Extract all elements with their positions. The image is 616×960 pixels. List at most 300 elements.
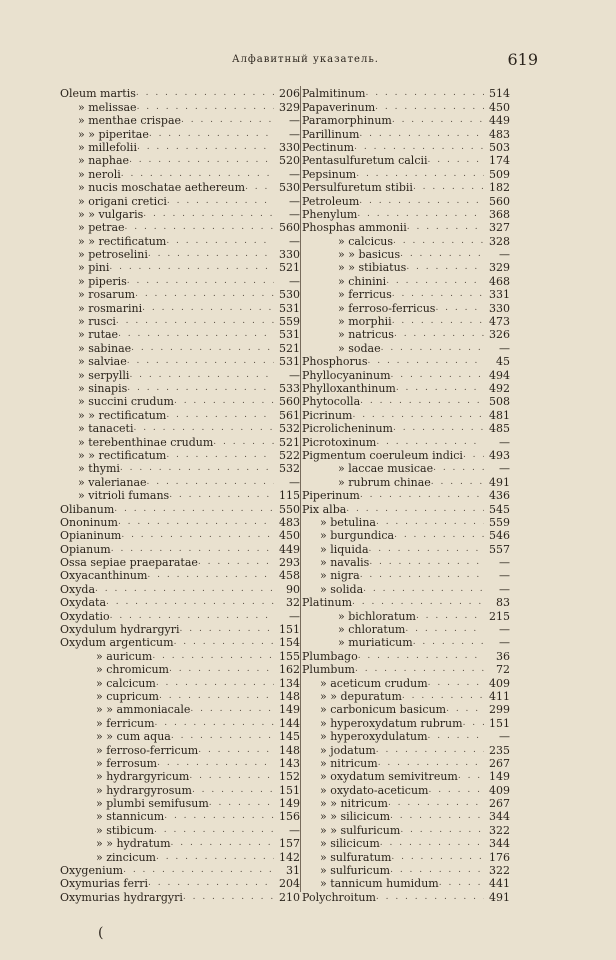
entry-term: » petroselini <box>78 248 148 262</box>
index-entry <box>60 502 300 515</box>
dot-leader <box>376 516 484 529</box>
entry-term: » oxydatum semivitreum <box>320 770 458 784</box>
entry-term: Plumbum <box>302 663 355 677</box>
index-entry <box>60 328 300 341</box>
entry-page: 72 <box>496 663 510 677</box>
index-entry <box>60 194 300 207</box>
dot-leader <box>369 543 484 556</box>
index-entry <box>302 341 510 354</box>
entry-term: Phyllocyaninum <box>302 368 391 382</box>
dot-leader <box>463 449 484 462</box>
entry-page: 533 <box>279 381 300 395</box>
index-entry <box>302 234 510 247</box>
dot-leader <box>121 168 274 181</box>
dot-leader <box>110 610 274 623</box>
dot-leader <box>166 449 274 462</box>
index-entry <box>60 435 300 448</box>
entry-page: 151 <box>279 623 300 637</box>
entry-term: Phenylum <box>302 207 358 221</box>
dot-leader <box>428 677 484 690</box>
dot-leader <box>380 837 484 850</box>
entry-term: Oxydata <box>60 596 107 610</box>
dot-leader <box>148 248 274 261</box>
index-entry <box>60 261 300 274</box>
index-entry <box>302 315 510 328</box>
entry-page: 530 <box>279 181 300 195</box>
dot-leader <box>400 248 484 261</box>
entry-term: » nucis moschatae aethereum <box>78 181 246 195</box>
entry-page: 155 <box>279 649 300 663</box>
entry-term: » oxydato-aceticum <box>320 783 429 797</box>
index-entry <box>302 810 510 823</box>
entry-term: » rosmarini <box>78 301 143 315</box>
dot-leader <box>127 382 274 395</box>
index-entry <box>60 569 300 582</box>
index-entry <box>60 154 300 167</box>
entry-page: 532 <box>279 422 300 436</box>
index-entry <box>60 141 300 154</box>
dot-leader <box>394 328 484 341</box>
entry-term: Pepsinum <box>302 167 357 181</box>
entry-page: 330 <box>489 301 510 315</box>
dot-leader <box>120 462 274 475</box>
index-entry <box>60 408 300 421</box>
dot-leader <box>198 556 274 569</box>
index-entry <box>60 449 300 462</box>
index-entry <box>302 141 510 154</box>
entry-term: » naphae <box>78 154 130 168</box>
entry-term: » hydrargyrosum <box>96 783 192 797</box>
footer-mark: ( <box>98 925 104 941</box>
entry-term: Phosphas ammonii <box>302 221 407 235</box>
index-entry <box>60 341 300 354</box>
entry-term: » carbonicum basicum <box>320 703 447 717</box>
dot-leader <box>428 154 484 167</box>
entry-page: 215 <box>489 609 510 623</box>
dot-leader <box>368 355 485 368</box>
entry-page: 176 <box>489 850 510 864</box>
left-index-column <box>60 87 300 904</box>
dot-leader <box>147 569 274 582</box>
entry-term: » stannicum <box>96 810 165 824</box>
entry-page: 531 <box>279 355 300 369</box>
index-entry <box>302 823 510 836</box>
index-entry <box>302 368 510 381</box>
dot-leader <box>149 128 274 141</box>
entry-term: » » depuratum <box>320 689 402 703</box>
dot-leader <box>396 382 484 395</box>
entry-page: 493 <box>489 448 510 462</box>
dot-leader <box>209 797 274 810</box>
index-entry <box>302 703 510 716</box>
dot-leader <box>352 409 484 422</box>
index-entry <box>302 221 510 234</box>
entry-page: 468 <box>489 274 510 288</box>
index-entry <box>60 100 300 113</box>
index-entry <box>60 623 300 636</box>
dot-leader <box>376 436 484 449</box>
entry-page: 330 <box>279 140 300 154</box>
entry-term: » natricus <box>338 328 394 342</box>
entry-term: Platinum <box>302 596 353 610</box>
entry-page: 491 <box>489 475 510 489</box>
entry-term: » » ammoniacale <box>96 703 191 717</box>
dot-leader <box>116 315 274 328</box>
entry-term: Persulfuretum stibii <box>302 181 413 195</box>
entry-term: Phytocolla <box>302 395 361 409</box>
dot-leader <box>376 891 484 904</box>
dot-leader <box>127 355 274 368</box>
index-entry <box>302 556 510 569</box>
index-entry <box>302 542 510 555</box>
entry-page: 449 <box>279 542 300 556</box>
dot-leader <box>433 462 484 475</box>
entry-page: 481 <box>489 408 510 422</box>
dot-leader <box>446 703 484 716</box>
dot-leader <box>400 824 484 837</box>
entry-term: » » sulfuricum <box>320 823 401 837</box>
entry-term: » sinapis <box>78 381 128 395</box>
entry-page: — <box>289 609 300 623</box>
entry-term: » serpylli <box>78 368 130 382</box>
entry-page: 32 <box>286 596 300 610</box>
dot-leader <box>171 837 274 850</box>
entry-page: 157 <box>279 837 300 851</box>
entry-term: » burgundica <box>320 529 395 543</box>
entry-term: » chloratum <box>338 623 406 637</box>
index-entry <box>60 355 300 368</box>
entry-page: 492 <box>489 381 510 395</box>
index-entry <box>60 167 300 180</box>
index-entry <box>302 127 510 140</box>
index-entry <box>302 877 510 890</box>
entry-term: » rosarum <box>78 288 136 302</box>
dot-leader <box>360 569 484 582</box>
dot-leader <box>391 851 484 864</box>
index-entry <box>302 87 510 100</box>
entry-term: Pentasulfuretum calcii <box>302 154 428 168</box>
dot-leader <box>114 503 274 516</box>
dot-leader <box>391 369 485 382</box>
entry-page: 483 <box>279 515 300 529</box>
entry-page: 494 <box>489 368 510 382</box>
index-entry <box>302 890 510 903</box>
entry-page: 458 <box>279 569 300 583</box>
dot-leader <box>381 342 484 355</box>
dot-leader <box>369 556 484 569</box>
index-entry <box>302 783 510 796</box>
entry-term: » tannicum humidum <box>320 877 439 891</box>
dot-leader <box>152 650 274 663</box>
index-entry <box>60 636 300 649</box>
entry-page: 368 <box>489 207 510 221</box>
dot-leader <box>406 261 484 274</box>
dot-leader <box>407 221 484 234</box>
entry-term: » calcicus <box>338 234 394 248</box>
entry-page: 545 <box>489 502 510 516</box>
entry-term: » » silicicum <box>320 810 391 824</box>
entry-page: 559 <box>489 515 510 529</box>
dot-leader <box>360 489 484 502</box>
entry-term: » ferricum <box>96 716 155 730</box>
index-entry <box>302 676 510 689</box>
entry-term: » ferrosum <box>96 756 158 770</box>
dot-leader <box>118 328 274 341</box>
dot-leader <box>169 663 274 676</box>
dot-leader <box>428 730 484 743</box>
index-entry <box>60 743 300 756</box>
page-header <box>0 50 616 72</box>
entry-term: » calcicum <box>96 676 156 690</box>
entry-term: » sulfuratum <box>320 850 392 864</box>
entry-page: — <box>499 248 510 262</box>
entry-term: » solida <box>320 582 364 596</box>
dot-leader <box>458 770 484 783</box>
entry-term: » neroli <box>78 167 121 181</box>
entry-term: Olibanum <box>60 502 115 516</box>
entry-page: 162 <box>279 663 300 677</box>
entry-page: — <box>499 341 510 355</box>
index-entry <box>302 770 510 783</box>
entry-page: — <box>499 569 510 583</box>
dot-leader <box>388 797 484 810</box>
entry-page: 299 <box>489 703 510 717</box>
entry-term: Picrotoxinum <box>302 435 377 449</box>
dot-leader <box>192 784 274 797</box>
entry-term: Opianum <box>60 542 111 556</box>
entry-term: » melissae <box>78 100 137 114</box>
dot-leader <box>405 623 484 636</box>
dot-leader <box>463 717 484 730</box>
index-entry <box>60 234 300 247</box>
index-entry <box>302 114 510 127</box>
index-entry <box>60 114 300 127</box>
entry-term: » auricum <box>96 649 153 663</box>
entry-page: 328 <box>489 234 510 248</box>
entry-term: Papaverinum <box>302 100 376 114</box>
entry-term: » » stibiatus <box>338 261 407 275</box>
index-entry <box>302 382 510 395</box>
index-entry <box>60 475 300 488</box>
entry-page: 509 <box>489 167 510 181</box>
index-entry <box>302 274 510 287</box>
dot-leader <box>376 744 484 757</box>
index-entry <box>60 274 300 287</box>
index-entry <box>60 208 300 221</box>
entry-term: » hydrargyricum <box>96 770 190 784</box>
column-divider <box>300 86 301 892</box>
running-title: Алфавитный указатель. <box>232 54 379 65</box>
index-entry <box>60 716 300 729</box>
dot-leader <box>164 810 274 823</box>
entry-page: 206 <box>279 87 300 101</box>
entry-term: Ononinum <box>60 515 118 529</box>
entry-page: 327 <box>489 221 510 235</box>
entry-page: 293 <box>279 556 300 570</box>
entry-term: » hyperoxydulatum <box>320 730 428 744</box>
index-entry <box>302 596 510 609</box>
index-entry <box>60 783 300 796</box>
index-entry <box>302 489 510 502</box>
index-entry <box>60 516 300 529</box>
entry-page: 115 <box>279 489 300 503</box>
dot-leader <box>171 730 274 743</box>
entry-term: Phosphorus <box>302 355 368 369</box>
dot-leader <box>346 503 484 516</box>
entry-page: — <box>289 114 300 128</box>
entry-term: » bichloratum <box>338 609 416 623</box>
entry-page: 90 <box>286 582 300 596</box>
dot-leader <box>159 690 274 703</box>
entry-term: » hyperoxydatum rubrum <box>320 716 463 730</box>
dot-leader <box>109 261 274 274</box>
dot-leader <box>137 101 274 114</box>
dot-leader <box>390 864 484 877</box>
entry-term: » jodatum <box>320 743 376 757</box>
entry-term: Polychroitum <box>302 890 376 904</box>
entry-page: 409 <box>489 676 510 690</box>
entry-page: 532 <box>279 462 300 476</box>
entry-page: 530 <box>279 288 300 302</box>
dot-leader <box>183 891 274 904</box>
index-entry <box>60 837 300 850</box>
entry-term: Oxydulum hydrargyri <box>60 623 180 637</box>
dot-leader <box>198 744 274 757</box>
entry-term: » » nitricum <box>320 797 388 811</box>
entry-page: 560 <box>489 194 510 208</box>
entry-term: Picrolicheninum <box>302 422 393 436</box>
dot-leader <box>125 221 274 234</box>
entry-page: 411 <box>489 689 510 703</box>
entry-page: 436 <box>489 489 510 503</box>
entry-term: Oxymurias hydrargyri <box>60 890 183 904</box>
index-entry <box>60 582 300 595</box>
index-entry <box>60 850 300 863</box>
entry-page: 550 <box>279 502 300 516</box>
index-entry <box>302 649 510 662</box>
entry-page: 531 <box>279 328 300 342</box>
entry-term: » thymi <box>78 462 120 476</box>
entry-page: 521 <box>279 435 300 449</box>
entry-term: » sodae <box>338 341 381 355</box>
entry-page: 144 <box>279 716 300 730</box>
dot-leader <box>213 436 274 449</box>
index-entry <box>302 730 510 743</box>
dot-leader <box>386 275 484 288</box>
dot-leader <box>143 208 274 221</box>
index-entry <box>302 864 510 877</box>
entry-term: » aceticum crudum <box>320 676 428 690</box>
dot-leader <box>352 596 484 609</box>
dot-leader <box>439 877 484 890</box>
entry-term: » morphii <box>338 315 392 329</box>
entry-term: Oxydatio <box>60 609 110 623</box>
entry-page: 330 <box>279 248 300 262</box>
entry-page: 267 <box>489 797 510 811</box>
entry-page: — <box>289 207 300 221</box>
entry-page: — <box>499 435 510 449</box>
dot-leader <box>402 690 484 703</box>
index-entry <box>302 716 510 729</box>
entry-term: Pectinum <box>302 140 355 154</box>
dot-leader <box>155 717 274 730</box>
entry-term: Oxygenium <box>60 864 124 878</box>
dot-leader <box>189 770 274 783</box>
entry-page: 344 <box>489 837 510 851</box>
right-index-column <box>302 87 510 904</box>
entry-term: » chinini <box>338 274 387 288</box>
index-entry <box>60 248 300 261</box>
entry-term: Oleum martis <box>60 87 136 101</box>
entry-term: » succini crudum <box>78 395 174 409</box>
entry-term: » sabinae <box>78 341 132 355</box>
dot-leader <box>428 784 484 797</box>
index-entry <box>302 181 510 194</box>
entry-page: 331 <box>489 288 510 302</box>
entry-term: » muriaticum <box>338 636 413 650</box>
entry-page: 521 <box>279 261 300 275</box>
entry-page: — <box>289 823 300 837</box>
entry-page: 156 <box>279 810 300 824</box>
index-entry <box>60 368 300 381</box>
index-entry <box>302 569 510 582</box>
entry-page: — <box>499 623 510 637</box>
dot-leader <box>180 623 274 636</box>
index-entry <box>60 890 300 903</box>
dot-leader <box>127 275 274 288</box>
entry-page: 134 <box>279 676 300 690</box>
entry-page: — <box>499 556 510 570</box>
index-entry <box>60 810 300 823</box>
dot-leader <box>245 181 274 194</box>
entry-term: » sulfuricum <box>320 864 391 878</box>
index-entry <box>60 797 300 810</box>
entry-term: Plumbago <box>302 649 358 663</box>
index-entry <box>302 743 510 756</box>
entry-page: 450 <box>489 100 510 114</box>
entry-page: 508 <box>489 395 510 409</box>
dot-leader <box>392 315 484 328</box>
entry-page: 329 <box>279 100 300 114</box>
index-entry <box>60 395 300 408</box>
dot-leader <box>365 87 484 100</box>
dot-leader <box>174 395 274 408</box>
entry-term: Pix alba <box>302 502 347 516</box>
dot-leader <box>95 583 274 596</box>
entry-page: 174 <box>489 154 510 168</box>
entry-term: » ferroso-ferricum <box>96 743 199 757</box>
index-entry <box>302 328 510 341</box>
dot-leader <box>118 516 274 529</box>
index-entry <box>60 770 300 783</box>
entry-term: » nigra <box>320 569 360 583</box>
entry-page: — <box>499 730 510 744</box>
index-entry <box>302 449 510 462</box>
entry-term: » laccae musicae <box>338 462 434 476</box>
index-entry <box>302 288 510 301</box>
dot-leader <box>147 476 274 489</box>
entry-page: 559 <box>279 315 300 329</box>
index-entry <box>60 382 300 395</box>
dot-leader <box>435 302 484 315</box>
entry-page: 149 <box>279 797 300 811</box>
entry-term: » » basicus <box>338 248 401 262</box>
entry-page: 485 <box>489 422 510 436</box>
index-entry <box>302 422 510 435</box>
entry-page: 329 <box>489 261 510 275</box>
index-entry <box>302 502 510 515</box>
dot-leader <box>123 864 274 877</box>
